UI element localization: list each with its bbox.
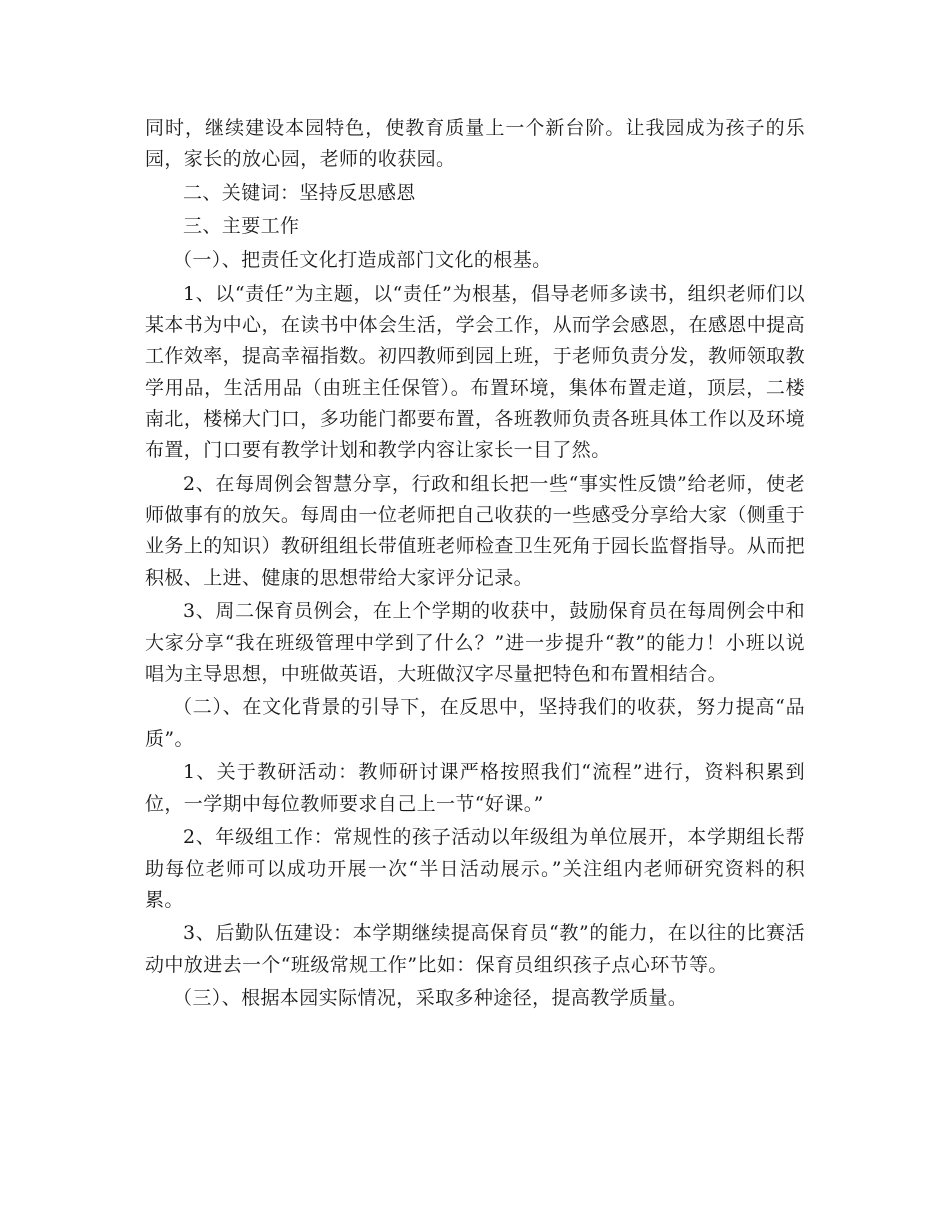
subheading-2: （二）、在文化背景的引导下，在反思中，坚持我们的收获，努力提高“品质”。 [145,696,805,750]
paragraph-2-3: 3、后勤队伍建设：本学期继续提高保育员“教”的能力，在以往的比赛活动中放进去一个“班级常规工作”比如：保育员组织孩子点心环节等。 [145,922,805,976]
heading-main-work: 三、主要工作 [183,215,300,238]
subheading-3: （三）、根据本园实际情况，采取多种途径，提高教学质量。 [173,987,688,1010]
paragraph-1-1: 1、以“责任”为主题，以“责任”为根基，倡导老师多读书，组织老师们以某本书为中心，在读书中体会生活，学会工作，从而学会感恩，在感恩中提高工作效率，提高幸福指数。初四教师到园上班，于老师负责分发，教师领取教学用品，生活用品（由班主任保管）。布置环境，集体布置走道，顶层，二楼南北，楼梯大门口，多功能门都要布置，各班教师负责各班具体工作以及环境布置，门口要有教学计划和教学内容让家长一目了然。 [145,282,805,462]
paragraph-1-3: 3、周二保育员例会，在上个学期的收获中，鼓励保育员在每周例会中和大家分享“我在班级管理中学到了什么？”进一步提升“教”的能力！小班以说唱为主导思想，中班做英语，大班做汉字尽量把特色和布置相结合。 [145,600,805,685]
paragraph-2-1: 1、关于教研活动：教师研讨课严格按照我们“流程”进行，资料积累到位，一学期中每位教师要求自己上一节“好课。” [145,761,805,815]
paragraph-2-2: 2、年级组工作：常规性的孩子活动以年级组为单位展开，本学期组长帮助每位老师可以成功开展一次“半日活动展示。”关注组内老师研究资料的积累。 [145,826,805,911]
subheading-1: （一）、把责任文化打造成部门文化的根基。 [173,249,552,272]
heading-keywords: 二、关键词：坚持反思感恩 [183,181,416,204]
document-body [145,113,805,1017]
paragraph-intro: 同时，继续建设本园特色，使教育质量上一个新台阶。让我园成为孩子的乐园，家长的放心园，老师的收获园。 [145,117,805,171]
paragraph-1-2: 2、在每周例会智慧分享，行政和组长把一些“事实性反馈”给老师，使老师做事有的放矢。每周由一位老师把自己收获的一些感受分享给大家（侧重于业务上的知识）教研组组长带值班老师检查卫生死角于园长监督指导。从而把积极、上进、健康的思想带给大家评分记录。 [145,472,805,589]
